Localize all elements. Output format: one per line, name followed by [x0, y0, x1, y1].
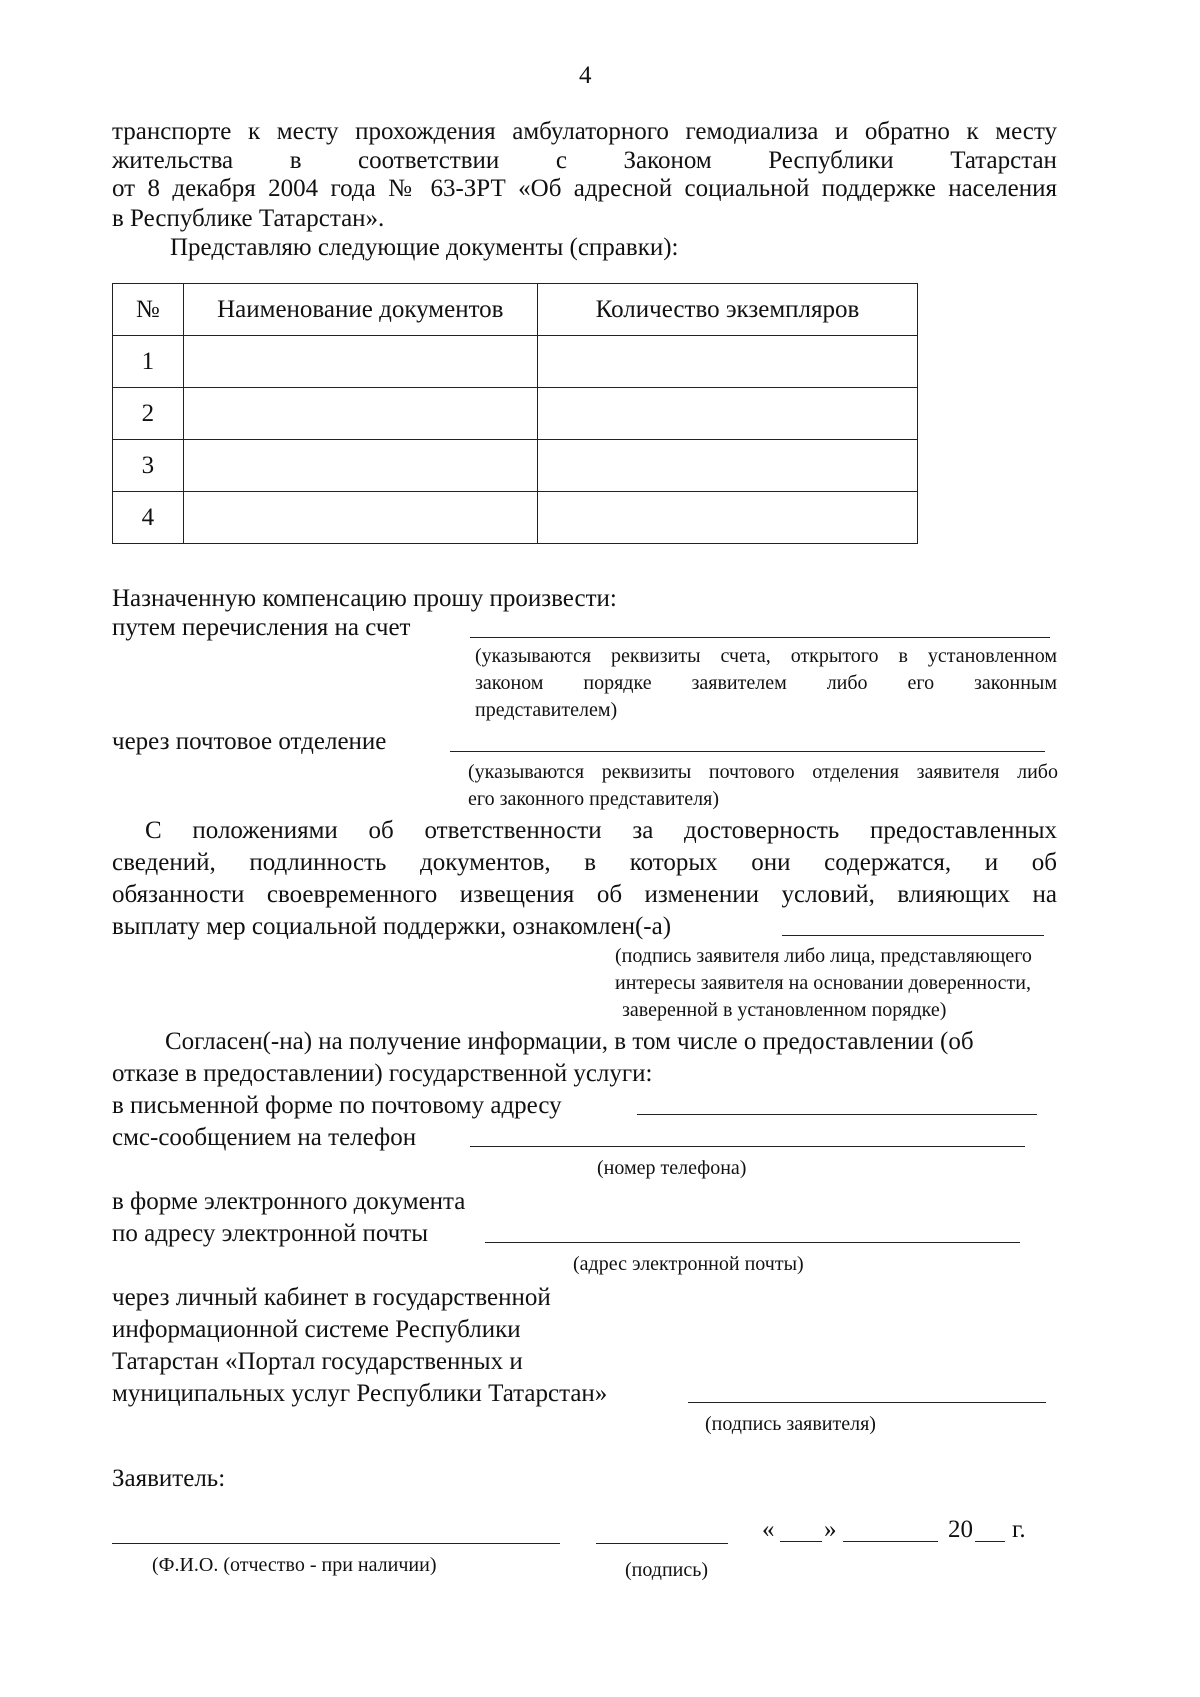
intro-line-3: от 8 декабря 2004 года № 63-ЗРТ «Об адресной социальной поддержке населения — [112, 175, 1057, 202]
portal-signature-line[interactable] — [688, 1402, 1046, 1403]
email-label-1: в форме электронного документа — [112, 1188, 466, 1215]
date-year-prefix: 20 — [948, 1516, 973, 1543]
applicant-signature-hint: (подпись) — [625, 1559, 709, 1581]
date-close-quote: » — [824, 1516, 837, 1543]
row-number: 1 — [113, 336, 184, 388]
document-name-cell[interactable] — [183, 440, 537, 492]
table-row — [113, 440, 918, 492]
table-row — [113, 492, 918, 544]
intro-word: Татарстан — [950, 147, 1057, 174]
intro-word: соответствии — [358, 147, 500, 174]
page-number: 4 — [579, 62, 592, 89]
date-open-quote: « — [762, 1516, 775, 1543]
document-name-cell[interactable] — [183, 492, 537, 544]
phone-input-line[interactable] — [470, 1146, 1025, 1147]
date-day-line[interactable] — [780, 1541, 822, 1542]
documents-table — [112, 283, 918, 544]
post-office-hint-1: (указываются реквизиты почтового отделения заявителя либо — [468, 761, 1058, 783]
applicant-label: Заявитель: — [112, 1465, 226, 1492]
account-input-line[interactable] — [470, 637, 1050, 638]
postal-address-label: в письменной форме по почтовому адресу — [112, 1092, 562, 1119]
document-count-cell[interactable] — [538, 388, 918, 440]
acknowledgement-hint-1: (подпись заявителя либо лица, представляющего — [615, 945, 1032, 967]
acknowledgement-line-3: обязанности своевременного извещения об изменении условий, влияющих на — [112, 881, 1057, 908]
acknowledgement-line-4: выплату мер социальной поддержки, ознакомлен(-а) — [112, 913, 672, 940]
intro-word: Законом — [623, 147, 712, 174]
intro-word: с — [555, 147, 567, 174]
date-month-line[interactable] — [843, 1541, 938, 1542]
acknowledgement-line-1: С положениями об ответственности за достоверность предоставленных — [145, 817, 1057, 844]
postal-address-input-line[interactable] — [637, 1114, 1037, 1115]
intro-word: жительства — [112, 147, 234, 174]
acknowledgement-hint-2: интересы заявителя на основании доверенности, — [615, 972, 1031, 994]
intro-line-1: транспорте к месту прохождения амбулаторного гемодиализа и обратно к месту — [112, 118, 1057, 145]
row-number: 3 — [113, 440, 184, 492]
applicant-fio-hint: (Ф.И.О. (отчество - при наличии) — [152, 1554, 437, 1576]
email-input-line[interactable] — [485, 1242, 1020, 1243]
acknowledgement-signature-line[interactable] — [782, 935, 1044, 936]
consent-line-1: Согласен(-на) на получение информации, в том числе о предоставлении (об — [165, 1028, 974, 1055]
document-count-cell[interactable] — [538, 440, 918, 492]
acknowledgement-hint-3: заверенной в установленном порядке) — [622, 999, 947, 1021]
account-hint-2: законом порядке заявителем либо его законным — [475, 672, 1057, 694]
post-office-input-line[interactable] — [450, 751, 1045, 752]
date-year-line[interactable] — [975, 1541, 1005, 1542]
table-header-num: № — [113, 284, 184, 336]
email-hint: (адрес электронной почты) — [573, 1253, 804, 1275]
applicant-signature-line[interactable] — [596, 1543, 728, 1544]
intro-line-4: в Республике Татарстан». — [112, 205, 385, 232]
account-hint-3: представителем) — [475, 699, 618, 721]
portal-signature-hint: (подпись заявителя) — [705, 1413, 876, 1435]
applicant-fio-line[interactable] — [112, 1543, 560, 1544]
consent-line-2: отказе в предоставлении) государственной услуги: — [112, 1060, 653, 1087]
portal-line-1: через личный кабинет в государственной — [112, 1284, 551, 1311]
account-hint-1: (указываются реквизиты счета, открытого в установленном — [475, 645, 1057, 667]
intro-line-2 — [112, 145, 1057, 176]
intro-word: в — [289, 147, 302, 174]
post-office-hint-2: его законного представителя) — [468, 788, 720, 810]
portal-line-4: муниципальных услуг Республики Татарстан» — [112, 1380, 608, 1407]
date-year-suffix: г. — [1012, 1516, 1026, 1543]
acknowledgement-line-2: сведений, подлинность документов, в которых они содержатся, и об — [112, 849, 1057, 876]
intro-word: Республики — [768, 147, 894, 174]
document-count-cell[interactable] — [538, 336, 918, 388]
sms-label: смс-сообщением на телефон — [112, 1124, 417, 1151]
account-label: путем перечисления на счет — [112, 614, 411, 641]
row-number: 2 — [113, 388, 184, 440]
row-number: 4 — [113, 492, 184, 544]
table-header-row — [113, 284, 918, 336]
docs-intro: Представляю следующие документы (справки): — [170, 234, 679, 261]
table-header-name: Наименование документов — [183, 284, 537, 336]
portal-line-2: информационной системе Республики — [112, 1316, 521, 1343]
table-row — [113, 336, 918, 388]
table-header-count: Количество экземпляров — [538, 284, 918, 336]
document-name-cell[interactable] — [183, 388, 537, 440]
payment-heading: Назначенную компенсацию прошу произвести: — [112, 585, 617, 612]
document-name-cell[interactable] — [183, 336, 537, 388]
table-row — [113, 388, 918, 440]
email-label-2: по адресу электронной почты — [112, 1220, 428, 1247]
portal-line-3: Татарстан «Портал государственных и — [112, 1348, 523, 1375]
phone-hint: (номер телефона) — [597, 1157, 747, 1179]
post-office-label: через почтовое отделение — [112, 728, 387, 755]
document-count-cell[interactable] — [538, 492, 918, 544]
